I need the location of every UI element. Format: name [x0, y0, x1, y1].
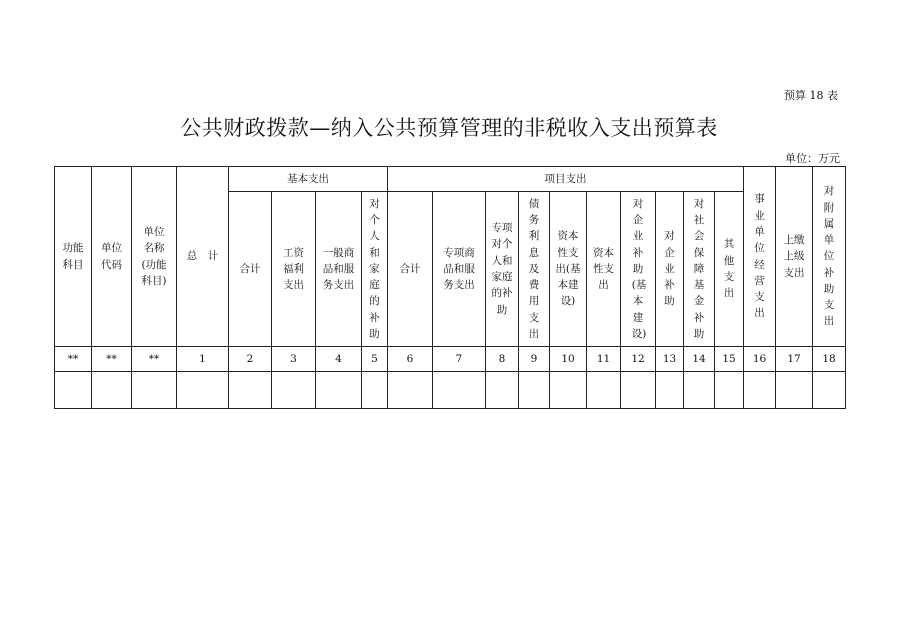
form-number: 预算 18 表 — [784, 89, 838, 102]
index-cell: 11 — [587, 347, 621, 372]
index-cell: 3 — [272, 347, 316, 372]
unit-label: 单位：万元 — [785, 152, 840, 165]
header-project-subsidy: 专项 对个 人和 家庭 的补 助 — [486, 192, 519, 347]
group-project-expenditure: 项目支出 — [388, 167, 744, 192]
index-cell: 5 — [362, 347, 388, 372]
data-cell[interactable] — [177, 372, 229, 409]
index-cell: 1 — [177, 347, 229, 372]
data-cell[interactable] — [486, 372, 519, 409]
header-unit-code: 单位 代码 — [92, 167, 132, 347]
index-row — [55, 347, 846, 372]
index-cell: 18 — [813, 347, 846, 372]
page-title: 公共财政拨款—纳入公共预算管理的非税收入支出预算表 — [180, 116, 718, 140]
header-project-goods: 专项商 品和服 务支出 — [433, 192, 486, 347]
group-basic-expenditure: 基本支出 — [229, 167, 388, 192]
data-cell[interactable] — [813, 372, 846, 409]
header-basic-subsidy: 对个人和家庭的补助 — [362, 192, 388, 347]
index-cell: 8 — [486, 347, 519, 372]
header-total: 总 计 — [177, 167, 229, 347]
index-cell: 2 — [229, 347, 272, 372]
index-cell: 6 — [388, 347, 433, 372]
data-cell[interactable] — [621, 372, 656, 409]
data-cell[interactable] — [229, 372, 272, 409]
index-cell: 9 — [519, 347, 550, 372]
data-cell[interactable] — [433, 372, 486, 409]
header-func-subject: 功能 科目 — [55, 167, 92, 347]
data-row — [55, 372, 846, 409]
header-upper-pay: 上缴 上级 支出 — [776, 167, 813, 347]
header-unit-name: 单位 名称 (功能 科目) — [132, 167, 177, 347]
header-capital-build: 资本 性支 出(基 本建 设) — [550, 192, 587, 347]
header-affiliate-subsidy: 对附属单位补助支出 — [813, 167, 846, 347]
index-cell: 13 — [656, 347, 684, 372]
data-cell[interactable] — [550, 372, 587, 409]
header-basic-wages: 工资 福利 支出 — [272, 192, 316, 347]
index-cell: 17 — [776, 347, 813, 372]
header-biz-unit: 事业单位经营支出 — [744, 167, 776, 347]
budget-table — [54, 166, 846, 409]
data-cell[interactable] — [362, 372, 388, 409]
data-cell[interactable] — [92, 372, 132, 409]
data-cell[interactable] — [587, 372, 621, 409]
header-project-debt: 债务利息及费用支出 — [519, 192, 550, 347]
data-cell[interactable] — [388, 372, 433, 409]
index-cell: 16 — [744, 347, 776, 372]
data-cell[interactable] — [519, 372, 550, 409]
header-other: 其他支出 — [715, 192, 744, 347]
index-cell: ** — [55, 347, 92, 372]
data-cell[interactable] — [272, 372, 316, 409]
index-cell: 15 — [715, 347, 744, 372]
header-social-security: 对社会保障基金补助 — [684, 192, 715, 347]
index-cell: 4 — [316, 347, 362, 372]
header-project-subtotal: 合计 — [388, 192, 433, 347]
header-basic-goods: 一般商 品和服 务支出 — [316, 192, 362, 347]
data-cell[interactable] — [684, 372, 715, 409]
data-cell[interactable] — [55, 372, 92, 409]
data-cell[interactable] — [744, 372, 776, 409]
index-cell: ** — [92, 347, 132, 372]
index-cell: ** — [132, 347, 177, 372]
data-cell[interactable] — [132, 372, 177, 409]
data-cell[interactable] — [776, 372, 813, 409]
header-capital: 资本 性支 出 — [587, 192, 621, 347]
index-cell: 14 — [684, 347, 715, 372]
header-basic-subtotal: 合计 — [229, 192, 272, 347]
index-cell: 10 — [550, 347, 587, 372]
index-cell: 12 — [621, 347, 656, 372]
data-cell[interactable] — [656, 372, 684, 409]
data-cell[interactable] — [715, 372, 744, 409]
index-cell: 7 — [433, 347, 486, 372]
header-enterprise-build: 对企业补助(基本建设) — [621, 192, 656, 347]
header-enterprise-subsidy: 对企业补助 — [656, 192, 684, 347]
data-cell[interactable] — [316, 372, 362, 409]
